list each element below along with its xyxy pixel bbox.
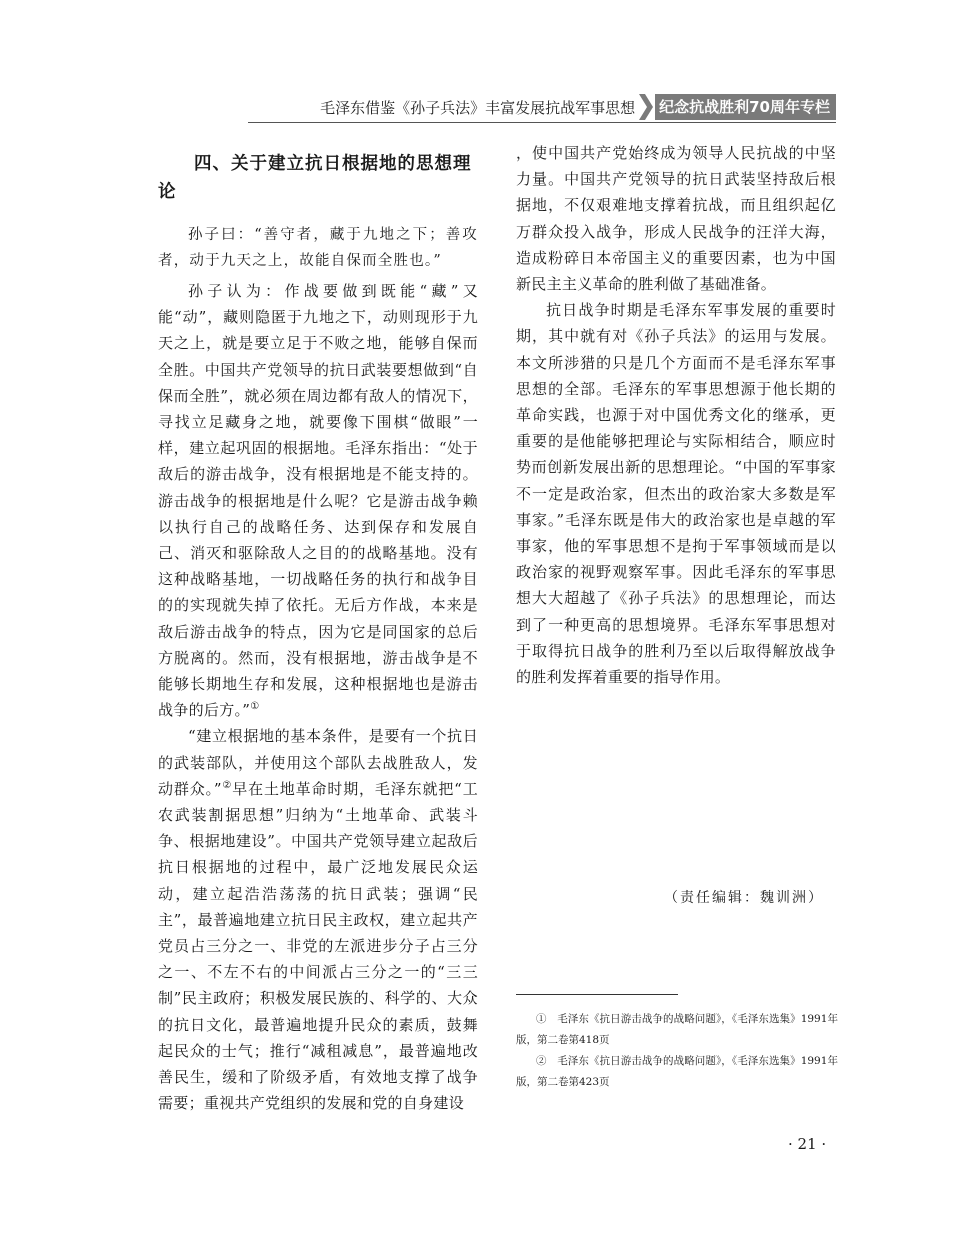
section-heading: 四、关于建立抗日根据地的思想理论 xyxy=(158,154,472,202)
left-column xyxy=(158,140,478,1117)
body-paragraph: “建立根据地的基本条件，是要有一个抗日的武装部队，并使用这个部队去战胜敌人，发动群众。”②早在土地革命时期，毛泽东就把“工农武装割据思想”归纳为“土地革命、武装斗争、根据地建设”。中国共产党领导建立起敌后抗日根据地的过程中，最广泛地发展民众运动，建立起浩浩荡荡的抗日武装；强调“民主”，最普遍地建立抗日民主政权，建立起共产党员占三分之一、非党的左派进步分子占三分之一、不左不右的中间派占三分之一的“三三制”民主政府；积极发展民族的、科学的、大众的抗日文化，最普遍地提升民众的素质，鼓舞起民众的士气；推行“减租减息”，最普遍地改善民生，缓和了阶级矛盾，有效地支撑了战争需要；重视共产党组织的发展和党的自身建设 xyxy=(158,727,478,1113)
footnote: ① 毛泽东《抗日游击战争的战略问题》，《毛泽东选集》1991年版，第二卷第418页 xyxy=(516,1013,839,1046)
footnote-ref[interactable]: ① xyxy=(250,701,260,713)
right-column xyxy=(516,140,836,690)
running-header xyxy=(248,92,836,122)
column-badge: 纪念抗战胜利70周年专栏 xyxy=(655,94,836,120)
sunzi-quote: 孙子曰：“善守者，藏于九地之下；善攻者，动于九天之上，故能自保而全胜也。” xyxy=(158,227,478,269)
footnote-ref[interactable]: ② xyxy=(221,779,233,791)
footnote: ② 毛泽东《抗日游击战争的战略问题》，《毛泽东选集》1991年版，第二卷第423页 xyxy=(516,1055,839,1088)
body-paragraph: ，使中国共产党始终成为领导人民抗战的中坚力量。中国共产党领导的抗日武装坚持敌后根据地，不仅艰难地支撑着抗战，而且组织起亿万群众投入战争，形成人民战争的汪洋大海，造成粉碎日本帝国主义的重要因素，也为中国新民主主义革命的胜利做了基础准备。 xyxy=(516,144,836,294)
footnotes xyxy=(516,1009,838,1093)
footnote-divider xyxy=(516,994,678,995)
page-number: · 21 · xyxy=(788,1135,827,1153)
header-divider xyxy=(248,122,836,123)
body-paragraph: 抗日战争时期是毛泽东军事发展的重要时期，其中就有对《孙子兵法》的运用与发展。本文所涉猎的只是几个方面而不是毛泽东军事思想的全部。毛泽东的军事思想源于他长期的革命实践，也源于对中国优秀文化的继承，更重要的是他能够把理论与实际相结合，顺应时势而创新发展出新的思想理论。“中国的军事家不一定是政治家，但杰出的政治家大多数是军事家。”毛泽东既是伟大的政治家也是卓越的军事家，他的军事思想不是拘于军事领域而是以政治家的视野观察军事。因此毛泽东的军事思想大大超越了《孙子兵法》的思想理论，而达到了一种更高的思想境界。毛泽东军事思想对于取得抗日战争的胜利乃至以后取得解放战争的胜利发挥着重要的指导作用。 xyxy=(516,301,836,687)
article-title: 毛泽东借鉴《孙子兵法》丰富发展抗战军事思想 xyxy=(320,98,636,117)
editor-credit: （责任编辑：魏训洲） xyxy=(664,890,824,906)
chevron-right-icon xyxy=(639,94,655,120)
body-paragraph: 孙子认为：作战要做到既能“藏”又能“动”，藏则隐匿于九地之下，动则现形于九天之上，就是要立足于不败之地，能够自保而全胜。中国共产党领导的抗日武装要想做到“自保而全胜”，就必须在周边都有敌人的情况下，寻找立足藏身之地，就要像下围棋“做眼”一样，建立起巩固的根据地。毛泽东指出：“处于敌后的游击战争，没有根据地是不能支持的。游击战争的根据地是什么呢？它是游击战争赖以执行自己的战略任务、达到保存和发展自己、消灭和驱除敌人之目的的战略基地。没有这种战略基地，一切战略任务的执行和战争目的的实现就失掉了依托。无后方作战，本来是敌后游击战争的特点，因为它是同国家的总后方脱离的。然而，没有根据地，游击战争是不能够长期地生存和发展，这种根据地也是游击战争的后方。”① xyxy=(158,282,478,720)
